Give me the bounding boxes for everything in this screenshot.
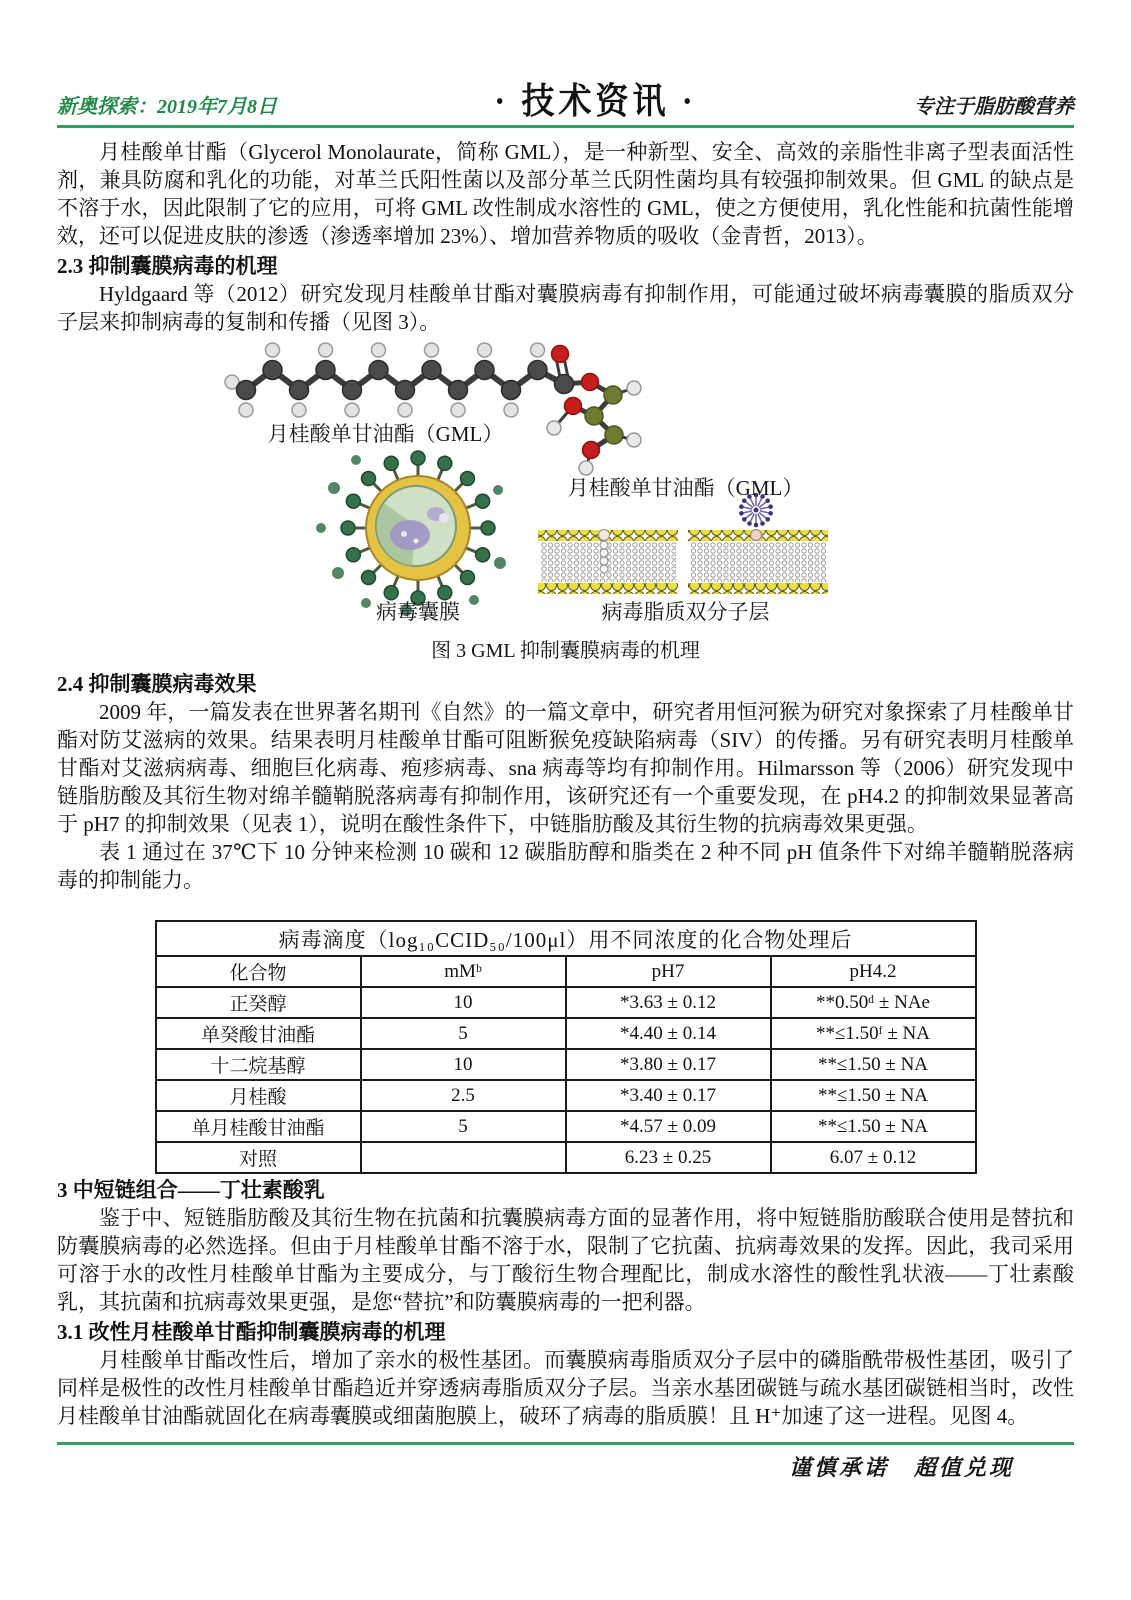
cell-mm: 5 xyxy=(361,1111,566,1142)
paragraph-2-4: 2009 年，一篇发表在世界著名期刊《自然》的一篇文章中，研究者用恒河猴为研究对象探索了月桂酸单甘酯对防艾滋病的效果。结果表明月桂酸单甘酯可阻断猴免疫缺陷病毒（SIV）的传播。另有研究表明月桂酸单甘酯对艾滋病病毒、细胞巨化病毒、疱疹病毒、sna 病毒等均有抑制作用。Hilmarsson 等（2006）研究发现中链脂肪酸及其衍生物对绵羊髓鞘脱落病毒有抑制作用，该研究还有一个重要发现，在 pH4.2 的抑制效果显著高于 pH7 的抑制效果（见表 1），说明在酸性条件下，中链脂肪酸及其衍生物的抗病毒效果更强。 xyxy=(57,700,1074,836)
paragraph-intro: 月桂酸单甘酯（Glycerol Monolaurate，简称 GML），是一种新型、安全、高效的亲脂性非离子型表面活性剂，兼具防腐和乳化的功能，对革兰氏阳性菌以及部分革兰氏阴性菌均具有较强抑制效果。但 GML 的缺点是不溶于水，因此限制了它的应用，可将 GML 改性制成水溶性的 GML，使之方便使用，乳化性能和抗菌性能增效，还可以促进皮肤的渗透（渗透率增加 23%）、增加营养物质的吸收（金青哲，2013）。 xyxy=(57,140,1074,248)
document-page xyxy=(57,0,1074,1482)
cell-ph7: *3.80 ± 0.17 xyxy=(566,1049,771,1080)
table-header-row xyxy=(156,956,976,987)
cell-ph7: *3.63 ± 0.12 xyxy=(566,987,771,1018)
cell-ph7: *3.40 ± 0.17 xyxy=(566,1080,771,1111)
paragraph-3-1: 月桂酸单甘酯改性后，增加了亲水的极性基团。而囊膜病毒脂质双分子层中的磷脂酰带极性基团，吸引了同样是极性的改性月桂酸单甘酯趋近并穿透病毒脂质双分子层。当亲水基团碳链与疏水基团碳链相当时，改性月桂酸单甘油酯就固化在病毒囊膜或细菌胞膜上，破环了病毒的脂质膜！且 H⁺加速了这一进程。见图 4。 xyxy=(57,1348,1074,1428)
section-heading-2-3: 2.3 抑制囊膜病毒的机理 xyxy=(57,254,278,278)
cell-mm xyxy=(361,1142,566,1173)
figure-3-caption: 图 3 GML 抑制囊膜病毒的机理 xyxy=(431,640,700,662)
page-header xyxy=(57,82,1074,122)
cell-ph7: *4.57 ± 0.09 xyxy=(566,1111,771,1142)
header-slogan: 专注于脂肪酸营养 xyxy=(913,96,1074,118)
cell-ph42: **≤1.50 ± NA xyxy=(771,1080,976,1111)
table-1 xyxy=(155,920,977,1174)
section-heading-3: 3 中短链组合——丁壮素酸乳 xyxy=(57,1178,325,1202)
table-row xyxy=(156,1049,976,1080)
cell-ph42: **≤1.50ᶠ ± NA xyxy=(771,1018,976,1049)
cell-mm: 10 xyxy=(361,1049,566,1080)
table-title-row xyxy=(156,921,976,956)
section-heading-3-1: 3.1 改性月桂酸单甘酯抑制囊膜病毒的机理 xyxy=(57,1320,446,1344)
lipid-bilayer-illustration xyxy=(538,493,828,594)
table-row xyxy=(156,987,976,1018)
cell-ph42: **≤1.50 ± NA xyxy=(771,1049,976,1080)
cell-ph42: 6.07 ± 0.12 xyxy=(771,1142,976,1173)
cell-compound: 对照 xyxy=(156,1142,361,1173)
gml-molecule-illustration xyxy=(225,343,641,475)
col-header-ph7: pH7 xyxy=(566,956,771,987)
header-divider xyxy=(57,125,1074,128)
cell-ph7: *4.40 ± 0.14 xyxy=(566,1018,771,1049)
figure-label-virus-envelope: 病毒囊膜 xyxy=(376,600,460,624)
cell-compound: 月桂酸 xyxy=(156,1080,361,1111)
header-edition: 新奥探索：2019年7月8日 xyxy=(57,96,277,118)
section-heading-2-4: 2.4 抑制囊膜病毒效果 xyxy=(57,672,257,696)
cell-mm: 2.5 xyxy=(361,1080,566,1111)
col-header-compound: 化合物 xyxy=(156,956,361,987)
cell-ph42: **≤1.50 ± NA xyxy=(771,1111,976,1142)
cell-compound: 单癸酸甘油酯 xyxy=(156,1018,361,1049)
table-title: 病毒滴度（log₁₀CCID₅₀/100μl）用不同浓度的化合物处理后 xyxy=(156,921,976,956)
table-row xyxy=(156,1018,976,1049)
footer-slogan: 谨慎承诺 超值兑现 xyxy=(788,1455,1014,1480)
cell-mm: 5 xyxy=(361,1018,566,1049)
cell-compound: 单月桂酸甘油酯 xyxy=(156,1111,361,1142)
figure-label-gml-micelle: 月桂酸单甘油酯（GML） xyxy=(567,476,804,500)
figure-3 xyxy=(216,338,916,668)
footer-divider xyxy=(57,1442,1074,1445)
newsletter-title: · 技术资讯 · xyxy=(494,82,697,122)
figure-label-lipid-bilayer: 病毒脂质双分子层 xyxy=(601,600,770,624)
figure-label-gml-molecule: 月桂酸单甘油酯（GML） xyxy=(267,422,504,446)
virus-envelope-illustration xyxy=(316,451,506,616)
cell-ph7: 6.23 ± 0.25 xyxy=(566,1142,771,1173)
paragraph-table1-intro: 表 1 通过在 37℃下 10 分钟来检测 10 碳和 12 碳脂肪醇和脂类在 2 种不同 pH 值条件下对绵羊髓鞘脱落病毒的抑制能力。 xyxy=(57,840,1074,892)
cell-compound: 十二烷基醇 xyxy=(156,1049,361,1080)
table-row xyxy=(156,1142,976,1173)
cell-ph42: **0.50ᵈ ± NAe xyxy=(771,987,976,1018)
table-row xyxy=(156,1111,976,1142)
col-header-ph42: pH4.2 xyxy=(771,956,976,987)
col-header-mm: mMᵇ xyxy=(361,956,566,987)
cell-compound: 正癸醇 xyxy=(156,987,361,1018)
cell-mm: 10 xyxy=(361,987,566,1018)
table-row xyxy=(156,1080,976,1111)
paragraph-2-3: Hyldgaard 等（2012）研究发现月桂酸单甘酯对囊膜病毒有抑制作用，可能通过破坏病毒囊膜的脂质双分子层来抑制病毒的复制和传播（见图 3）。 xyxy=(57,282,1074,334)
paragraph-3: 鉴于中、短链脂肪酸及其衍生物在抗菌和抗囊膜病毒方面的显著作用，将中短链脂肪酸联合使用是替抗和防囊膜病毒的必然选择。但由于月桂酸单甘酯不溶于水，限制了它抗菌、抗病毒效果的发挥。因此，我司采用可溶于水的改性月桂酸单甘酯为主要成分，与丁酸衍生物合理配比，制成水溶性的酸性乳状液——丁壮素酸乳，其抗菌和抗病毒效果更强，是您“替抗”和防囊膜病毒的一把利器。 xyxy=(57,1206,1074,1314)
